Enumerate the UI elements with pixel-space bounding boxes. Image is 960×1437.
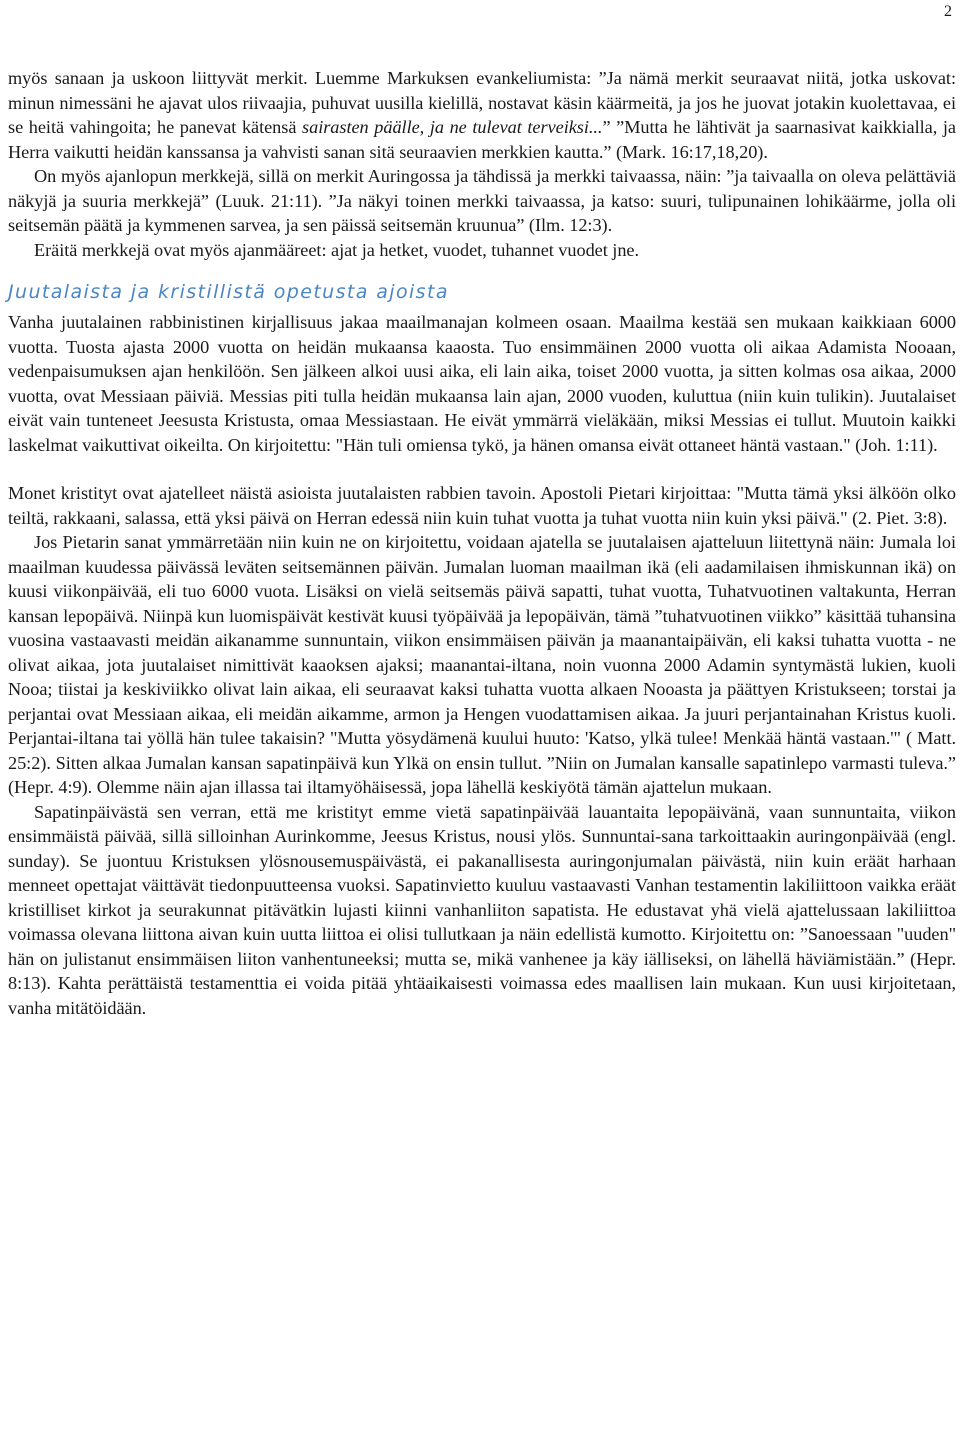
section-heading: Juutalaista ja kristillistä opetusta ajoista (8, 281, 449, 303)
section-paragraph-3: Jos Pietarin sanat ymmärretään niin kuin ne on kirjoitettu, voidaan ajatella se juutalaisen ajatteluun liitettynä näin: Jumala loi maailman kuudessa päivässä leväten seitsemännen päivän. Jumalan luoman maailman ikä (eli aadamilaisen ihmiskunnan ikä) on kuusi viikonpäivää, eli tuo 6000 vuota. Lisäksi on vielä seitsemäs päivä sapatti, tuhat vuotta, Tuhatvuotinen valtakunta, Herran kansan lepopäivä. Niinpä kun luomispäivät kestivät kuusi työpäivää ja lepopäivän, tämä ”tuhatvuotinen viikko” käsittää tuhansina vuosina vastaavasti meidän aikanamme sunnuntain, viikon ensimmäisen päivän ja maanantaipäivän, eli kaksi tuhatta vuotta - ne olivat aikaa, jota juutalaiset nimittivät kaaoksen ajaksi; maanantai-iltana, noin vuonna 2000 Adamin syntymästä lukien, kuoli Nooa; tiistai ja keskiviikko olivat lain aikaa, eli seuraavat kaksi tuhatta vuotta alkaen Nooasta ja päättyen Kristukseen; torstai ja perjantai ovat Messiaan aikaa, eli meidän aikamme, armon ja Hengen vuodattamisen aikaa. Ja juuri perjantainahan Kristus kuoli. Perjantai-iltana tai yöllä hän tulee takaisin? "Mutta yösydämenä kuului huuto: 'Katso, ylkä tulee! Menkää häntä vastaan.'" ( Matt. 25:2). Sitten alkaa Jumalan kansan sapatinpäivä kun Ylkä on ensin tullut. ”Niin on Jumalan kansalle sapatinlepo varmasti tuleva.” (Hepr. 4:9). Olemme näin ajan illassa tai iltamyöhäisessä, jopa lähellä keskiyötä tämän ajattelun mukaan. (8, 532, 956, 797)
section-paragraph-1: Vanha juutalainen rabbinistinen kirjallisuus jakaa maailmanajan kolmeen osaan. Maailma kestää sen mukaan kaikkiaan 6000 vuotta. Tuosta ajasta 2000 vuotta on heidän mukaansa kaaosta. Tuo ensimmäinen 2000 vuotta oli aikaa Adamista Nooaan, vedenpaisumuksen ajan henkilöön. Sen jälkeen alkoi uusi aika, eli lain aika, toiset 2000 vuotta, ja sitten kolmas osa aikaa, 2000 vuotta, ovat Messiaan päiviä. Messias piti tulla heidän mukaansa lain ajan, 2000 vuoden, kuluttua (niin kuin tulikin). Juutalaiset eivät vain tunteneet Jeesusta Kristusta, omaa Messiastaan. He eivät ymmärrä vieläkään, miksi Messias ei tullut. Muutoin kaikki laskelmat vaikuttivat oikeilta. On kirjoitettu: "Hän tuli omiensa tykö, ja hänen omansa eivät ottaneet häntä vastaan." (Joh. 1:11). (8, 312, 956, 455)
section-paragraph-4: Sapatinpäivästä sen verran, että me kristityt emme vietä sapatinpäivää lauantaita lepopäivänä, vaan sunnuntaita, viikon ensimmäistä päivää, sillä silloinhan Aurinkomme, Jeesus Kristus, nousi ylös. Sunnuntai-sana tarkoittaakin auringonpäivää (engl. sunday). Se juontuu Kristuksen ylösnousemuspäivästä, ei pakanallisesta auringonjumalan päivästä, niin kuin eräät harhaan menneet opettajat väittävät tiedonpuutteensa vuoksi. Sapatinvietto kuuluu vastaavasti Vanhan testamentin lakiliittoon vaikka eräät kristilliset kirkot ja seurakunnat pitävätkin lujasti kiinni vanhanliiton sapatista. He edustavat yhä vielä ajattelussaan lakiliittoa voimassa olevana liittona aivan kuin uutta liittoa ei olisi tullutkaan ja näin edellistä kumotto. Kirjoitettu on: ”Sanoessaan "uuden" hän on julistanut ensimmäisen liiton vanhentuneeksi; mutta se, mikä vanhenee ja käy iälliseksi, on lähellä häviämistään.” (Hepr. 8:13). Kahta perättäistä testamenttia ei voida pitää yhtäaikaisesti voimassa edes maallisen lain mukaan. Kun uusi kirjoitetaan, vanha mitätöidään. (8, 801, 956, 1018)
document-body (8, 66, 956, 1020)
main-section (8, 310, 956, 1020)
intro-paragraph-1-text-c: ” ”Mutta he lähtivät ja saarnasivat kaikkialla, ja Herra vaikutti heidän kanssansa ja vahvisti sanan sitä seuraavien merkkien kautta.” (Mark. 16:17,18,20). (8, 117, 956, 162)
intro-paragraph-3: Eräitä merkkejä ovat myös ajanmääreet: ajat ja hetket, vuodet, tuhannet vuodet jne. (34, 239, 639, 260)
intro-section (8, 66, 956, 262)
intro-paragraph-2: On myös ajanlopun merkkejä, sillä on merkit Auringossa ja tähdissä ja merkki taivaassa, näin: ”ja taivaalla on oleva pelättäviä näkyjä ja suuria merkkejä” (Luuk. 21:11). ”Ja näkyi toinen merkki taivaassa, ja katso: suuri, tulipunainen lohikäärme, jolla oli seitsemän päätä ja kymmenen sarvea, ja sen päissä seitsemän kruunua” (Ilm. 12:3). (8, 166, 956, 235)
intro-paragraph-1-text-a: myös sanaan ja uskoon liittyvät merkit. Luemme Markuksen evankeliumista: ”Ja nämä merkit seuraavat niitä, jotka uskovat: minun nimessäni he ajavat ulos riivaajia, puhuvat uusilla kielillä, nostavat käsin käärmeitä, ja jos he juovat jotakin kuolettavaa, ei se heitä vahingoita; he panevat kätensä (8, 68, 956, 137)
paragraph-gap (8, 457, 956, 481)
intro-paragraph-1 (8, 66, 956, 164)
page-number: 2 (944, 3, 952, 20)
intro-paragraph-1-italic: sairasten päälle, ja ne tulevat terveiksi... (302, 117, 603, 137)
section-paragraph-2: Monet kristityt ovat ajatelleet näistä asioista juutalaisten rabbien tavoin. Apostoli Pietari kirjoittaa: "Mutta tämä yksi älköön olko teiltä, rakkaani, salassa, että yksi päivä on Herran edessä niin kuin tuhat vuotta ja tuhat vuotta niin kuin yksi päivä." (2. Piet. 3:8). (8, 483, 956, 528)
